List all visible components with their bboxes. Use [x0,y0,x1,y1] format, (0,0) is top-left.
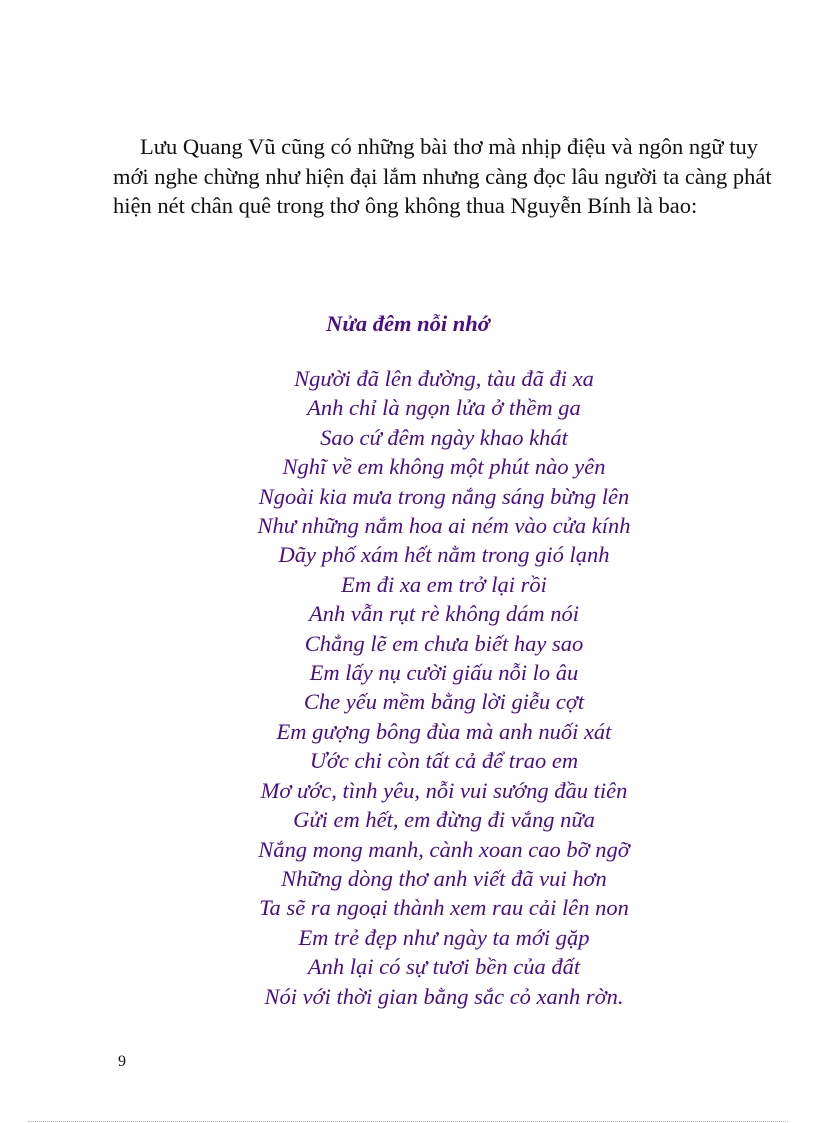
poem-line: Em trẻ đẹp như ngày ta mới gặp [298,924,590,950]
intro-paragraph: Lưu Quang Vũ cũng có những bài thơ mà nhịp điệu và ngôn ngữ tuy mới nghe chừng như hiện đại lắm nhưng càng đọc lâu người ta càng phát hiện nét chân quê trong thơ ông không thua Nguyễn Bính là bao: [113,134,772,218]
poem-body [0,364,816,1011]
poem-title: Nửa đêm nỗi nhớ [326,311,490,336]
poem-line: Anh chỉ là ngọn lửa ở thềm ga [307,395,581,421]
page-number: 9 [118,1053,126,1070]
poem-line: Mơ ước, tình yêu, nỗi vui sướng đầu tiên [260,777,628,803]
poem-line: Anh lại có sự tươi bền của đất [307,954,581,980]
poem-line: Chẳng lẽ em chưa biết hay sao [304,630,584,656]
footer-divider [28,1121,788,1122]
poem-line: Dãy phố xám hết nằm trong gió lạnh [278,542,610,568]
poem-line: Nắng mong manh, cành xoan cao bỡ ngỡ [258,836,630,862]
poem-line: Ngoài kia mưa trong nắng sáng bừng lên [258,483,630,509]
poem-line: Anh vẫn rụt rè không dám nói [309,601,579,627]
poem-line: Sao cứ đêm ngày khao khát [320,424,568,450]
poem-line: Ước chi còn tất cả để trao em [309,748,579,774]
poem-line: Như những nắm hoa ai ném vào cửa kính [257,513,631,539]
poem-line: Những dòng thơ anh viết đã vui hơn [281,865,607,891]
poem-line: Em đi xa em trở lại rồi [341,571,547,597]
poem-line: Nghĩ về em không một phút nào yên [282,454,606,480]
poem-line: Che yếu mềm bằng lời giễu cợt [303,689,585,715]
poem-line: Em lấy nụ cười giấu nỗi lo âu [309,660,579,686]
poem-line: Em gượng bông đùa mà anh nuối xát [276,718,612,744]
poem-line: Ta sẽ ra ngoại thành xem rau cải lên non [259,895,629,921]
poem-line: Nói với thời gian bằng sắc cỏ xanh rờn. [264,983,624,1009]
poem-line: Người đã lên đường, tàu đã đi xa [294,366,594,391]
poem-line: Gửi em hết, em đừng đi vắng nữa [293,807,595,833]
